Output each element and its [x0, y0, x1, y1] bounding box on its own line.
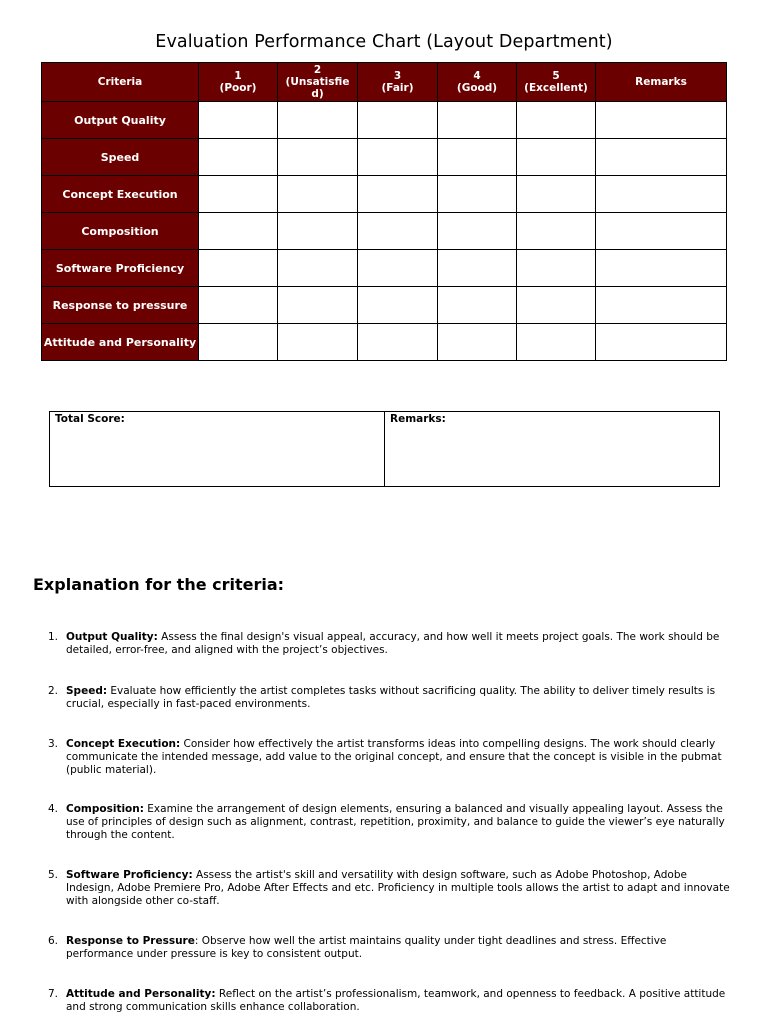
rating-header-number: 1	[234, 70, 242, 82]
rating-1-cell[interactable]	[199, 287, 278, 324]
rating-1-cell[interactable]	[199, 250, 278, 287]
total-score-field[interactable]	[50, 412, 385, 486]
list-item-text	[66, 935, 734, 961]
rating-2-cell[interactable]	[278, 213, 358, 250]
rating-3-cell[interactable]	[358, 287, 438, 324]
rating-header-number: 5	[552, 70, 560, 82]
rating-3-cell[interactable]	[358, 176, 438, 213]
rating-2-cell[interactable]	[278, 250, 358, 287]
page-title: Evaluation Performance Chart (Layout Department)	[155, 32, 613, 52]
table-row	[42, 287, 727, 324]
rating-header-1	[199, 63, 278, 102]
criteria-cell: Output Quality	[42, 102, 199, 139]
criteria-cell: Concept Execution	[42, 176, 199, 213]
remarks-cell[interactable]	[596, 287, 727, 324]
list-item-description: Reflect on the artist’s professionalism, teamwork, and openness to feedback. A positive attitude and strong communication skills enhance collaboration.	[66, 988, 726, 1013]
remarks-cell[interactable]	[596, 324, 727, 361]
remarks-cell[interactable]	[596, 176, 727, 213]
rating-4-cell[interactable]	[438, 213, 517, 250]
list-item-number: 1.	[48, 631, 59, 643]
rating-header-number: 3	[393, 70, 402, 82]
list-item-text	[66, 685, 734, 711]
rating-header-label: (Good)	[456, 82, 498, 94]
table-row	[42, 250, 727, 287]
rating-4-cell[interactable]	[438, 102, 517, 139]
rating-header-number: 2	[313, 64, 322, 76]
rating-header-label: (Unsatisfie d)	[285, 76, 350, 100]
rating-1-cell[interactable]	[199, 102, 278, 139]
rating-5-cell[interactable]	[517, 213, 596, 250]
list-item-text	[66, 988, 734, 1014]
remarks-label: Remarks:	[390, 413, 446, 425]
rating-4-cell[interactable]	[438, 287, 517, 324]
rating-2-cell[interactable]	[278, 139, 358, 176]
score-box	[49, 411, 720, 487]
list-item-description: : Observe how well the artist maintains quality under tight deadlines and stress. Effective performance under pressure is key to consistent output.	[66, 935, 667, 960]
list-item-description: Examine the arrangement of design elements, ensuring a balanced and visually appealing layout. Assess the use of principles of design such as alignment, contrast, repetition, proximity, and balance to guide the viewer’s eye naturally through the content.	[66, 803, 725, 841]
rating-5-cell[interactable]	[517, 324, 596, 361]
list-item-label: Software Proficiency:	[66, 869, 193, 881]
rating-header-5	[517, 63, 596, 102]
remarks-header: Remarks	[596, 63, 727, 102]
table-row	[42, 324, 727, 361]
table-header-row	[42, 63, 727, 102]
rating-5-cell[interactable]	[517, 287, 596, 324]
list-item-label: Output Quality:	[66, 631, 158, 643]
list-item-label: Concept Execution:	[66, 738, 181, 750]
list-item-number: 5.	[48, 869, 59, 881]
remarks-field[interactable]	[385, 412, 719, 486]
list-item-description: Consider how effectively the artist transforms ideas into compelling designs. The work should clearly communicate the intended message, add value to the original concept, and ensure that the concept is visible in the pubmat (public material).	[66, 738, 722, 776]
rating-2-cell[interactable]	[278, 287, 358, 324]
list-item-text	[66, 869, 734, 908]
criteria-cell: Composition	[42, 213, 199, 250]
rating-2-cell[interactable]	[278, 102, 358, 139]
list-item-label: Composition:	[66, 803, 144, 815]
rating-header-4	[438, 63, 517, 102]
list-item-number: 3.	[48, 738, 59, 750]
rating-4-cell[interactable]	[438, 324, 517, 361]
criteria-cell: Speed	[42, 139, 199, 176]
table-row	[42, 102, 727, 139]
rating-5-cell[interactable]	[517, 250, 596, 287]
rating-1-cell[interactable]	[199, 324, 278, 361]
rating-5-cell[interactable]	[517, 139, 596, 176]
criteria-header: Criteria	[42, 63, 199, 102]
criteria-cell: Software Proficiency	[42, 250, 199, 287]
rating-header-2	[278, 63, 358, 102]
rating-header-number: 4	[473, 70, 481, 82]
rating-2-cell[interactable]	[278, 176, 358, 213]
remarks-cell[interactable]	[596, 250, 727, 287]
rating-1-cell[interactable]	[199, 213, 278, 250]
list-item	[48, 988, 734, 1014]
rating-header-label: (Fair)	[381, 82, 414, 94]
table-row	[42, 139, 727, 176]
rating-4-cell[interactable]	[438, 250, 517, 287]
rating-3-cell[interactable]	[358, 102, 438, 139]
rating-4-cell[interactable]	[438, 176, 517, 213]
evaluation-table-body	[42, 102, 727, 361]
list-item	[48, 869, 734, 908]
list-item-number: 6.	[48, 935, 59, 947]
rating-1-cell[interactable]	[199, 176, 278, 213]
list-item	[48, 935, 734, 961]
list-item-description: Assess the final design's visual appeal, accuracy, and how well it meets project goals. The work should be detailed, error-free, and aligned with the project’s objectives.	[66, 631, 720, 656]
rating-header-label: (Excellent)	[524, 82, 588, 94]
list-item-number: 4.	[48, 803, 59, 815]
remarks-cell[interactable]	[596, 102, 727, 139]
list-item-text	[66, 631, 734, 657]
list-item-number: 2.	[48, 685, 59, 697]
rating-3-cell[interactable]	[358, 250, 438, 287]
list-item	[48, 631, 734, 657]
rating-1-cell[interactable]	[199, 139, 278, 176]
list-item-label: Attitude and Personality:	[66, 988, 216, 1000]
list-item-text	[66, 803, 734, 842]
rating-5-cell[interactable]	[517, 102, 596, 139]
rating-5-cell[interactable]	[517, 176, 596, 213]
table-row	[42, 176, 727, 213]
criteria-cell: Attitude and Personality	[42, 324, 199, 361]
total-score-label: Total Score:	[55, 413, 125, 425]
remarks-cell[interactable]	[596, 139, 727, 176]
rating-header-label: (Poor)	[219, 82, 257, 94]
rating-4-cell[interactable]	[438, 139, 517, 176]
rating-3-cell[interactable]	[358, 139, 438, 176]
evaluation-table	[41, 62, 727, 361]
rating-2-cell[interactable]	[278, 324, 358, 361]
remarks-cell[interactable]	[596, 213, 727, 250]
list-item-description: Assess the artist's skill and versatility with design software, such as Adobe Photoshop, Adobe Indesign, Adobe Premiere Pro, Adobe After Effects and etc. Proficiency in multiple tools allows the artist to adapt and innovate with alongside other co-staff.	[66, 869, 730, 907]
list-item-label: Speed:	[66, 685, 108, 697]
list-item-number: 7.	[48, 988, 59, 1000]
list-item	[48, 738, 734, 777]
list-item-description: Evaluate how efficiently the artist completes tasks without sacrificing quality. The ability to deliver timely results is crucial, especially in fast-paced environments.	[66, 685, 716, 710]
criteria-cell: Response to pressure	[42, 287, 199, 324]
table-row	[42, 213, 727, 250]
rating-header-3	[358, 63, 438, 102]
list-item	[48, 685, 734, 711]
list-item-text	[66, 738, 734, 777]
rating-3-cell[interactable]	[358, 213, 438, 250]
rating-3-cell[interactable]	[358, 324, 438, 361]
list-item	[48, 803, 734, 842]
explanation-heading: Explanation for the criteria:	[33, 575, 285, 594]
list-item-label: Response to Pressure	[66, 935, 195, 947]
